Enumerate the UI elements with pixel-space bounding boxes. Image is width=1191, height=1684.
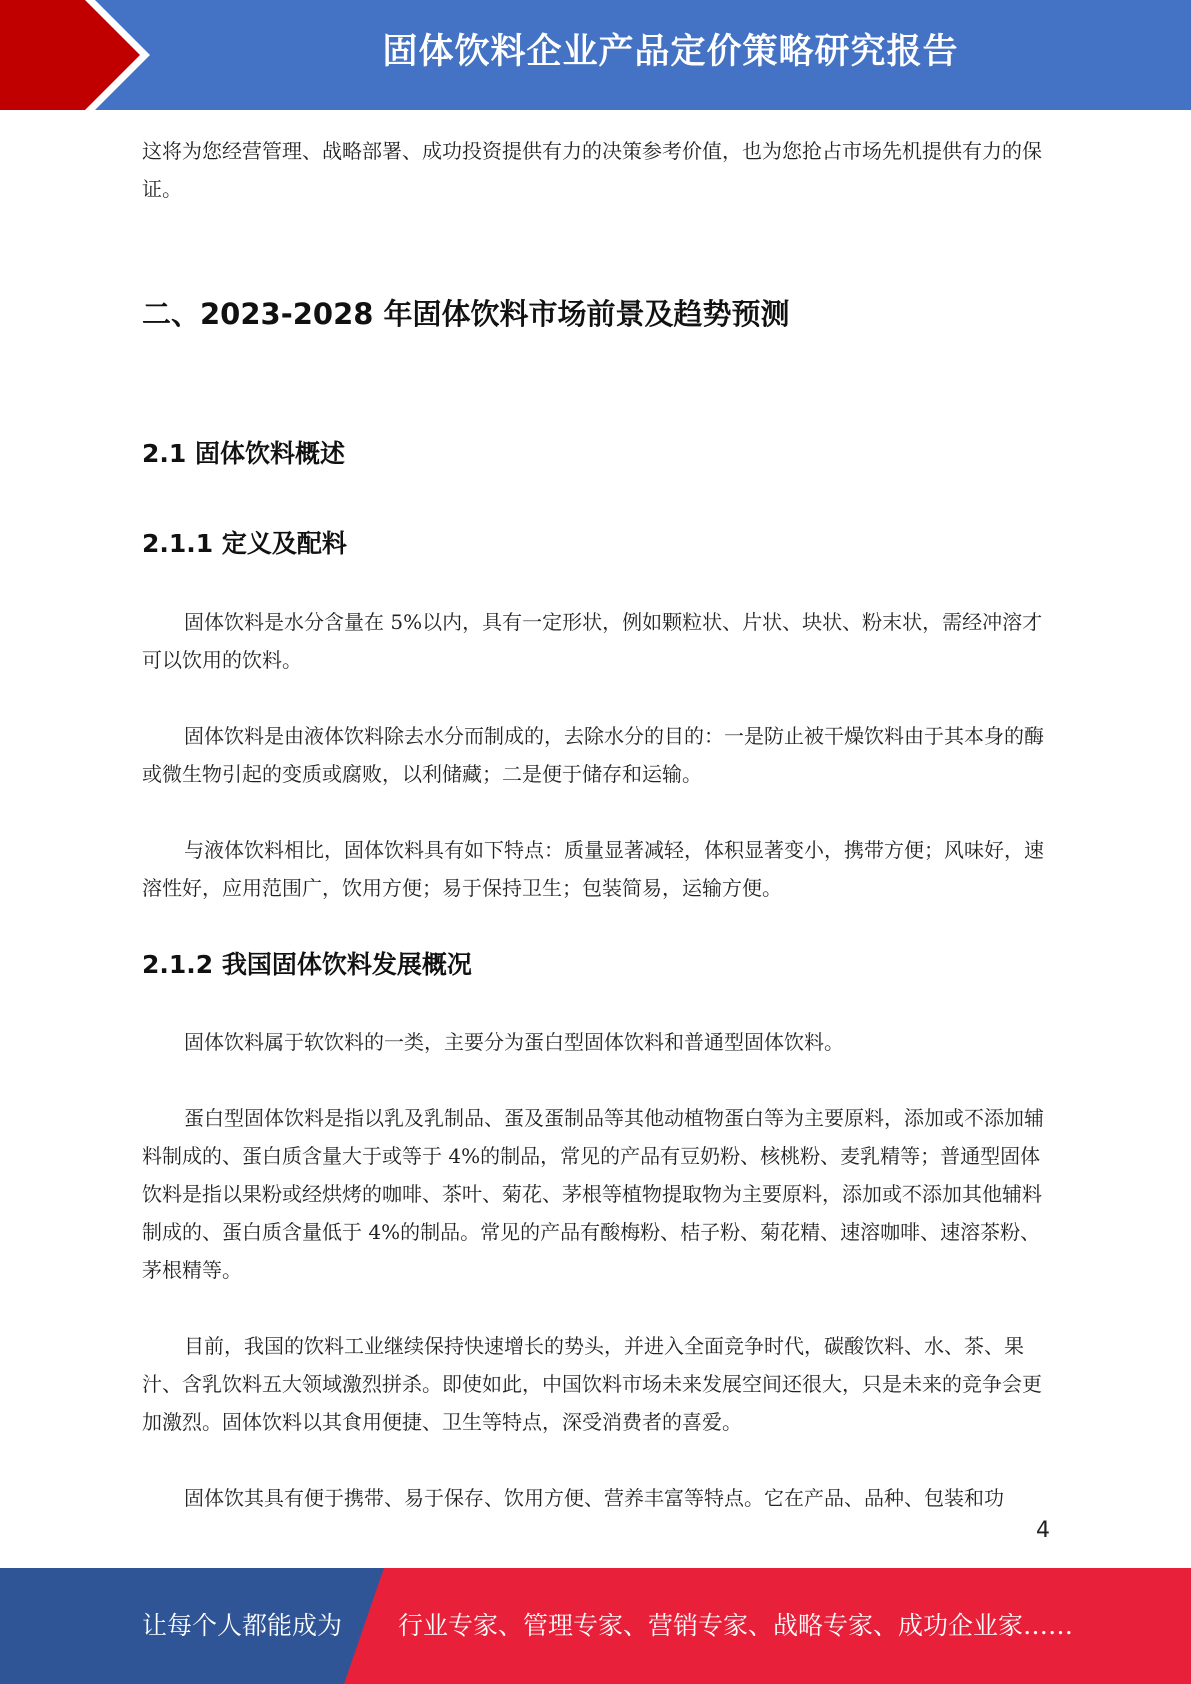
- paragraph: 与液体饮料相比，固体饮料具有如下特点：质量显著减轻，体积显著变小，携带方便；风味好，速溶性好，应用范围广，饮用方便；易于保持卫生；包装简易，运输方便。: [142, 838, 1044, 900]
- subsection-heading: 2.1 固体饮料概述: [142, 439, 345, 468]
- header-chevron-decoration: [0, 0, 160, 110]
- footer-slogan-right: 行业专家、管理专家、营销专家、战略专家、成功企业家……: [398, 1611, 1074, 1640]
- sub-subsection-heading-development: 2.1.2 我国固体饮料发展概况: [142, 950, 472, 979]
- section-heading: 二、2023-2028 年固体饮料市场前景及趋势预测: [142, 297, 790, 331]
- intro-continuation-paragraph: 这将为您经营管理、战略部署、成功投资提供有力的决策参考价值，也为您抢占市场先机提供有力的保证。: [142, 139, 1042, 201]
- paragraph: 蛋白型固体饮料是指以乳及乳制品、蛋及蛋制品等其他动植物蛋白等为主要原料，添加或不添加辅料制成的、蛋白质含量大于或等于 4%的制品，常见的产品有豆奶粉、核桃粉、麦乳精等；普通型固体饮料是指以果粉或经烘烤的咖啡、茶叶、菊花、茅根等植物提取物为主要原料，添加或不添加其他辅料制成的、蛋白质含量低于 4%的制品。常见的产品有酸梅粉、桔子粉、菊花精、速溶咖啡、速溶茶粉、茅根精等。: [142, 1106, 1044, 1282]
- paragraph: 固体饮料是水分含量在 5%以内，具有一定形状，例如颗粒状、片状、块状、粉末状，需经冲溶才可以饮用的饮料。: [142, 610, 1043, 672]
- paragraph: 固体饮料是由液体饮料除去水分而制成的，去除水分的目的：一是防止被干燥饮料由于其本身的酶或微生物引起的变质或腐败，以利储藏；二是便于储存和运输。: [142, 724, 1044, 786]
- header-band: [0, 0, 1191, 110]
- paragraph: 目前，我国的饮料工业继续保持快速增长的势头，并进入全面竞争时代，碳酸饮料、水、茶、果汁、含乳饮料五大领域激烈拼杀。即使如此，中国饮料市场未来发展空间还很大，只是未来的竞争会更加激烈。固体饮料以其食用便捷、卫生等特点，深受消费者的喜爱。: [142, 1334, 1042, 1434]
- report-title: 固体饮料企业产品定价策略研究报告: [382, 32, 959, 72]
- sub-subsection-heading-definition: 2.1.1 定义及配料: [142, 529, 347, 558]
- paragraph: 固体饮其具有便于携带、易于保存、饮用方便、营养丰富等特点。它在产品、品种、包装和功: [184, 1486, 1004, 1510]
- footer-band: [0, 1568, 1191, 1684]
- footer-slogan-left: 让每个人都能成为: [142, 1611, 343, 1640]
- paragraph: 固体饮料属于软饮料的一类，主要分为蛋白型固体饮料和普通型固体饮料。: [184, 1030, 844, 1054]
- page-number: 4: [1036, 1518, 1050, 1543]
